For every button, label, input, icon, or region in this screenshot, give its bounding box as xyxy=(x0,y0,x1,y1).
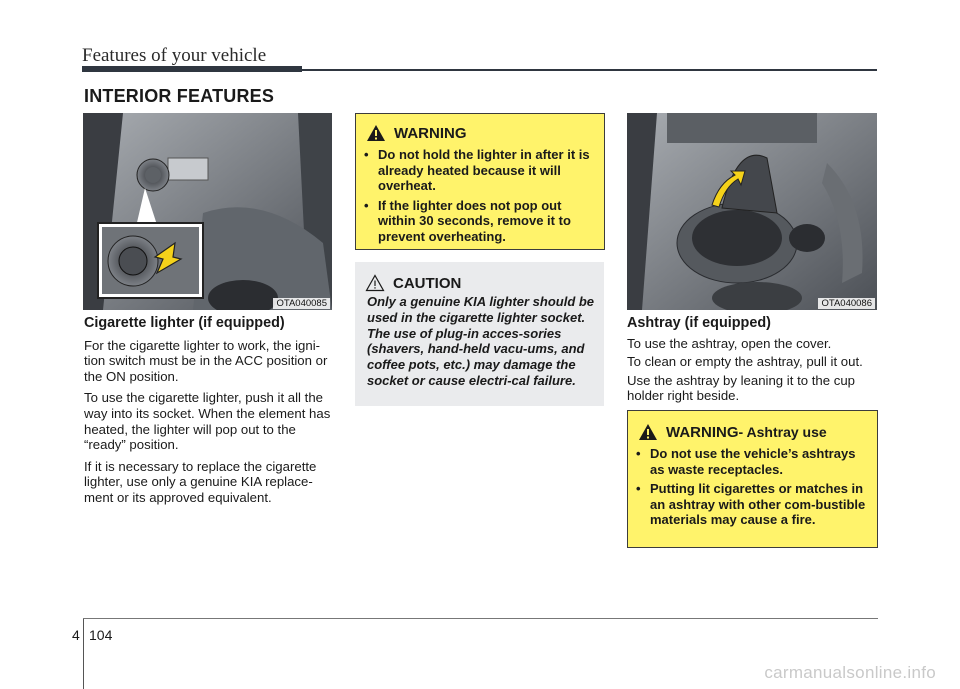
lighter-illustration xyxy=(83,113,332,310)
chapter-number: 4 xyxy=(72,627,80,643)
page-number: 104 xyxy=(89,627,113,643)
header-rule xyxy=(302,69,877,71)
paragraph: To use the cigarette lighter, push it all the way into its socket. When the element has heated, the lighter will pop out to the “ready” position. xyxy=(84,390,331,453)
photo-label: OTA040085 xyxy=(273,298,330,309)
caution-header xyxy=(365,274,461,292)
cigarette-lighter-section xyxy=(84,316,334,512)
ashtray-photo xyxy=(627,113,877,310)
warning-item: • If the lighter does not pop out within 30 seconds, remove it to prevent overheating. xyxy=(364,197,571,244)
warning-title: WARNING xyxy=(394,124,467,142)
watermark: carmanualsonline.info xyxy=(764,663,936,682)
footer-rule xyxy=(83,618,878,619)
ashtray-heading: Ashtray (if equipped) xyxy=(627,315,771,331)
ashtray-illustration xyxy=(627,113,877,310)
caution-text: Only a genuine KIA lighter should be used in the cigarette lighter socket. The use of plug-in acces-sories (shavers, hand-held vacu-ums, and coffee pots, etc.) may damage the socket or cause electri-cal failure. xyxy=(367,294,595,388)
warning-triangle-icon xyxy=(638,423,658,441)
warning-item: • Do not use the vehicle’s ashtrays as waste receptacles. xyxy=(636,446,856,477)
warning-box xyxy=(355,113,605,250)
warning-list xyxy=(356,147,596,248)
warning-title: WARNING xyxy=(666,423,739,441)
lighter-photo xyxy=(83,113,332,310)
photo-label: OTA040086 xyxy=(818,298,875,309)
paragraph: Use the ashtray by leaning it to the cup holder right beside. xyxy=(627,372,855,404)
header-bar xyxy=(82,66,302,72)
warning-box-ashtray xyxy=(627,410,878,548)
caution-triangle-icon xyxy=(365,274,385,292)
warning-triangle-icon xyxy=(366,124,386,142)
header-title: Features of your vehicle xyxy=(82,45,267,66)
warning-header xyxy=(366,124,467,142)
caution-title: CAUTION xyxy=(393,274,462,292)
caution-box xyxy=(355,262,604,406)
footer-vertical-rule xyxy=(83,618,84,689)
section-title: INTERIOR FEATURES xyxy=(84,86,275,106)
paragraph: To clean or empty the ashtray, pull it out. xyxy=(627,354,863,370)
warning-list xyxy=(628,446,870,532)
paragraph: If it is necessary to replace the cigarette lighter, use only a genuine KIA replace-ment or its approved equivalent. xyxy=(84,458,317,505)
paragraph: To use the ashtray, open the cover. xyxy=(627,335,832,351)
ashtray-section xyxy=(627,316,879,410)
warning-item: • Putting lit cigarettes or matches in an ashtray with other com-bustible materials may cause a fire. xyxy=(636,481,866,527)
cigarette-lighter-heading: Cigarette lighter (if equipped) xyxy=(84,315,285,331)
paragraph: For the cigarette lighter to work, the igni-tion switch must be in the ACC position or the ON position. xyxy=(84,337,328,384)
warning-item: • Do not hold the lighter in after it is already heated because it will overheat. xyxy=(364,147,590,193)
warning-subtitle: - Ashtray use xyxy=(738,424,827,440)
warning-header xyxy=(638,423,827,441)
